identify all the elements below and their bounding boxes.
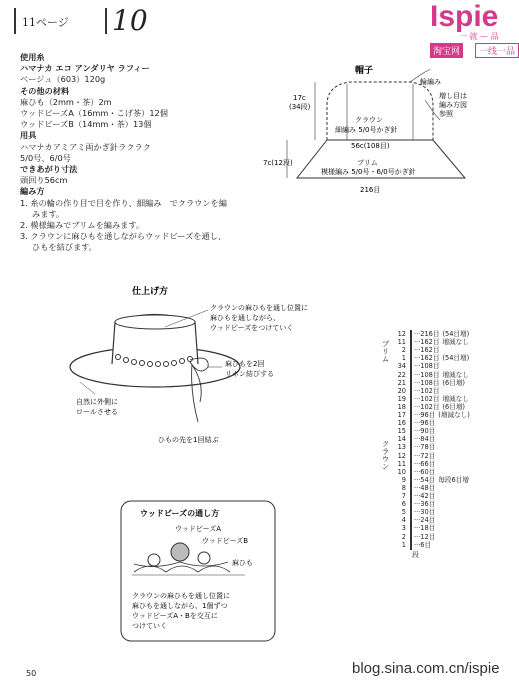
stitch-row [392,362,442,370]
hat-top [115,315,195,329]
page-number: 50 [26,669,37,678]
stitch-row [392,435,438,443]
crown-height: 17c [293,94,306,102]
heading-yarn: 使用糸 [20,52,45,62]
row-number: 14 [397,435,406,444]
finished-size: 頭回り56cm [20,175,68,186]
ribbon-cord [190,358,208,422]
row-number: 2 [401,532,406,541]
step-2: 2. 模様編みでブリムを編みます。 [20,220,145,231]
tool-size: 5/0号、6/0号 [20,152,71,163]
stitch-row [392,427,438,435]
row-note: (6目増) [442,402,465,411]
row-number: 15 [397,427,406,436]
row-count: ···90目 [414,427,436,436]
stitch-row [392,508,438,516]
crown-rows: (34段) [289,103,311,111]
stitch-row [392,443,438,451]
hat-diagram [255,60,510,200]
finish-diagram [40,282,320,452]
row-number: 2 [401,346,406,355]
heading-size: できあがり寸法 [20,164,78,175]
brim-count: 216目 [360,186,381,194]
row-count: ···66目 [414,459,436,468]
row-count: ···96目 [414,419,436,428]
material-cord: 麻ひも（2mm・茶）2m [20,96,112,107]
row-number: 22 [397,370,406,379]
row-number: 1 [401,540,406,549]
row-number: 17 [397,411,406,419]
row-count: ···162目 [414,338,440,347]
row-number: 3 [401,524,406,533]
bead-b-label: ウッドビーズB [202,537,249,545]
page-label: 11ページ [22,16,69,29]
row-note: (増減なし) [438,411,470,419]
inc-note-2: 編み方図 [439,101,467,109]
row-count: ···216目 [414,330,440,338]
row-number: 11 [397,459,406,468]
stitch-row [392,492,438,500]
row-number: 1 [401,354,406,363]
stitch-row [392,500,438,508]
cord-label: 麻ひも [232,559,253,567]
brim-stitch: 模様編み 5/0号・6/0号かぎ針 [321,168,416,176]
stitch-row [392,533,438,541]
row-count: ···30目 [414,508,436,517]
circumference: 56c(108目) [351,142,390,150]
row-count: ···84目 [414,435,436,444]
row-count: ···102目 [414,386,440,395]
row-number: 7 [401,492,406,500]
stitch-row [392,541,434,549]
crown-side-label: クラウン [381,440,390,470]
stitch-row [392,516,438,524]
hat-title: 帽子 [355,66,374,76]
bead-box-frame [121,501,275,641]
bead-note-1: クラウンの麻ひもを通し位置に [132,592,230,600]
stitch-row [392,524,438,532]
stitch-row [392,476,469,484]
step-1: 1. 糸の輪の作り目で目を作り、細編み でクラウンを編みます。 [20,197,227,219]
bead-white-2 [198,552,210,564]
yarn-name: ハマナカ エコ アンダリヤ ラフィー [20,63,150,74]
material-bead-b: ウッドビーズB（14mm・茶）13個 [20,119,152,130]
row-count: ···162目 [414,354,440,363]
row-number: 16 [397,419,406,428]
row-note: 増減なし [442,338,469,347]
stitch-row [392,395,469,403]
row-count: ···96目 [414,411,436,419]
brand-tag-shop: 一线一品 [475,43,519,58]
work-number: 10 [112,4,148,37]
stitch-row [392,371,469,379]
stitch-row [392,468,438,476]
bead-white-1 [148,554,160,566]
heading-tools: 用具 [20,130,37,141]
row-number: 12 [397,451,406,460]
stitch-row [392,379,465,387]
row-number: 4 [401,516,406,525]
row-count: ···102目 [414,394,440,403]
row-number: 34 [397,362,406,371]
finish-note-1b: 麻ひもを通しながら、 [210,314,280,322]
brand-logo: Ispie [430,0,499,33]
row-count: ···36目 [414,500,436,509]
heading-method: 編み方 [20,186,45,197]
bead-box [120,500,276,642]
brim-label: ブリム [357,159,378,167]
tool-name: ハマナカアミアミ両かぎ針ラクラク [20,141,151,152]
stitch-row [392,419,438,427]
finish-note-3a: 自然に外側に [76,398,118,406]
row-count: ···42目 [414,492,436,500]
row-note: 増減なし [442,394,469,403]
stitch-row [392,411,470,419]
row-count: ···54目 [414,475,436,484]
heading-other: その他の材料 [20,85,70,96]
row-count: ···78目 [414,443,436,452]
ring-label: 輪編み [420,78,441,86]
stitch-row [392,460,438,468]
row-count: ···108目 [414,378,440,387]
yarn-color: ベージュ（603）120g [20,74,106,85]
crown-label: クラウン [355,116,383,124]
stitch-row [392,387,442,395]
brim-height: 7c(12段) [263,159,293,167]
brand-subtitle: 一 就 — 品 [459,32,499,41]
row-count: ···60目 [414,467,436,476]
material-bead-a: ウッドビーズA（16mm・こげ茶）12個 [20,108,168,119]
blog-url: blog.sina.com.cn/ispie [352,660,500,677]
crown-stitch: 細編み 5/0号かぎ針 [335,126,398,134]
row-count: ···162目 [414,346,440,355]
row-number: 8 [401,483,406,492]
row-number: 9 [401,475,406,484]
row-number: 19 [397,394,406,403]
row-number: 21 [397,378,406,387]
row-note: (6目増) [442,378,465,387]
stitch-row [392,338,469,346]
finish-title: 仕上げ方 [132,287,169,297]
header-bar-right [105,8,107,34]
bead-note-4: つけていく [132,622,167,630]
finish-note-1c: ウッドビーズをつけていく [210,324,294,332]
row-count: ···18目 [414,524,436,533]
row-note: 毎段6目増 [438,475,469,484]
finish-note-2b: リボン結びする [225,370,274,378]
stitch-row [392,330,469,338]
inc-note-3: 参照 [439,110,453,118]
stitch-row [392,346,442,354]
row-number: 6 [401,500,406,509]
row-number: 12 [397,330,406,338]
row-number: 5 [401,508,406,517]
row-number: 11 [397,338,406,347]
finish-note-1a: クラウンの麻ひもを通し位置に [210,304,308,312]
bead-box-title: ウッドビーズの通し方 [140,509,220,518]
brim-side-label: ブリム [381,340,390,363]
stitch-row [392,403,465,411]
dan-label: 段 [412,551,419,559]
brand-tag-taobao: 淘宝网 [430,43,463,58]
row-number: 13 [397,443,406,452]
stitch-row [392,484,438,492]
row-count: ···24目 [414,516,436,525]
row-note: (54目増) [442,330,470,338]
row-number: 20 [397,386,406,395]
materials-section [20,52,230,254]
row-count: ···6目 [414,540,432,549]
row-count: ···108目 [414,370,440,379]
row-count: ···102目 [414,402,440,411]
header-bar-left [14,8,16,34]
inc-note-1: 増し目は [439,92,467,100]
row-number: 10 [397,467,406,476]
stitch-row [392,452,438,460]
step-3: 3. クラウンに麻ひもを通しながらウッドビーズを通し、ひもを結びます。 [20,231,227,253]
row-count: ···72目 [414,451,436,460]
row-note: 増減なし [442,370,469,379]
row-count: ···48目 [414,483,436,492]
finish-note-3b: ロールさせる [76,408,118,416]
bead-a-dark [171,543,189,561]
row-note: (54目増) [442,354,470,363]
row-count: ···12目 [414,532,436,541]
stitch-row [392,354,469,362]
leader-3 [80,382,95,394]
row-count: ···108目 [414,362,440,371]
bead-a-label: ウッドビーズA [175,525,222,533]
row-number: 18 [397,402,406,411]
stitch-table [380,330,510,560]
finish-note-4: ひもの先を1回結ぶ [158,436,219,444]
bead-note-2: 麻ひもを通しながら、1個ずつ [132,602,228,610]
finish-note-2a: 麻ひもを2回 [225,360,265,368]
bead-note-3: ウッドビーズA・Bを交互に [132,612,218,620]
